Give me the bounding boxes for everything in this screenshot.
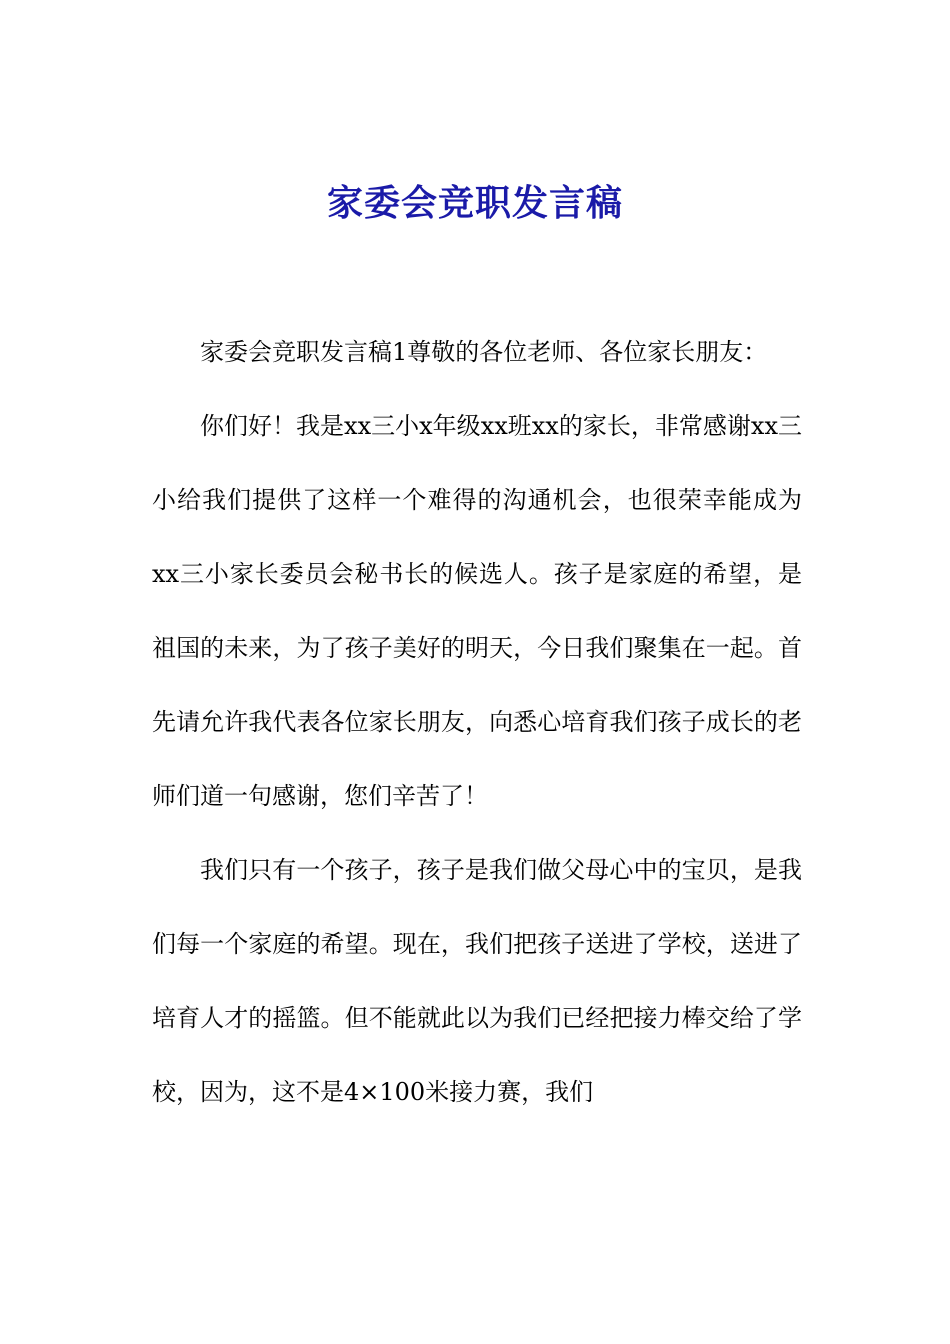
document-body bbox=[152, 315, 802, 1129]
paragraph-1: 家委会竞职发言稿1尊敬的各位老师、各位家长朋友： bbox=[200, 338, 768, 366]
document-title: 家委会竞职发言稿 bbox=[326, 182, 623, 224]
paragraph-2: 你们好！我是xx三小x年级xx班xx的家长，非常感谢xx三小给我们提供了这样一个难得的沟通机会，也很荣幸能成为xx三小家长委员会秘书长的候选人。孩子是家庭的希望，是祖国的未来，为了孩子美好的明天，今日我们聚集在一起。首先请允许我代表各位家长朋友，向悉心培育我们孩子成长的老师们道一句感谢，您们辛苦了！ bbox=[152, 412, 802, 810]
paragraph-3: 我们只有一个孩子，孩子是我们做父母心中的宝贝，是我们每一个家庭的希望。现在，我们把孩子送进了学校，送进了培育人才的摇篮。但不能就此以为我们已经把接力棒交给了学校，因为，这不是4×100米接力赛，我们 bbox=[152, 856, 802, 1106]
